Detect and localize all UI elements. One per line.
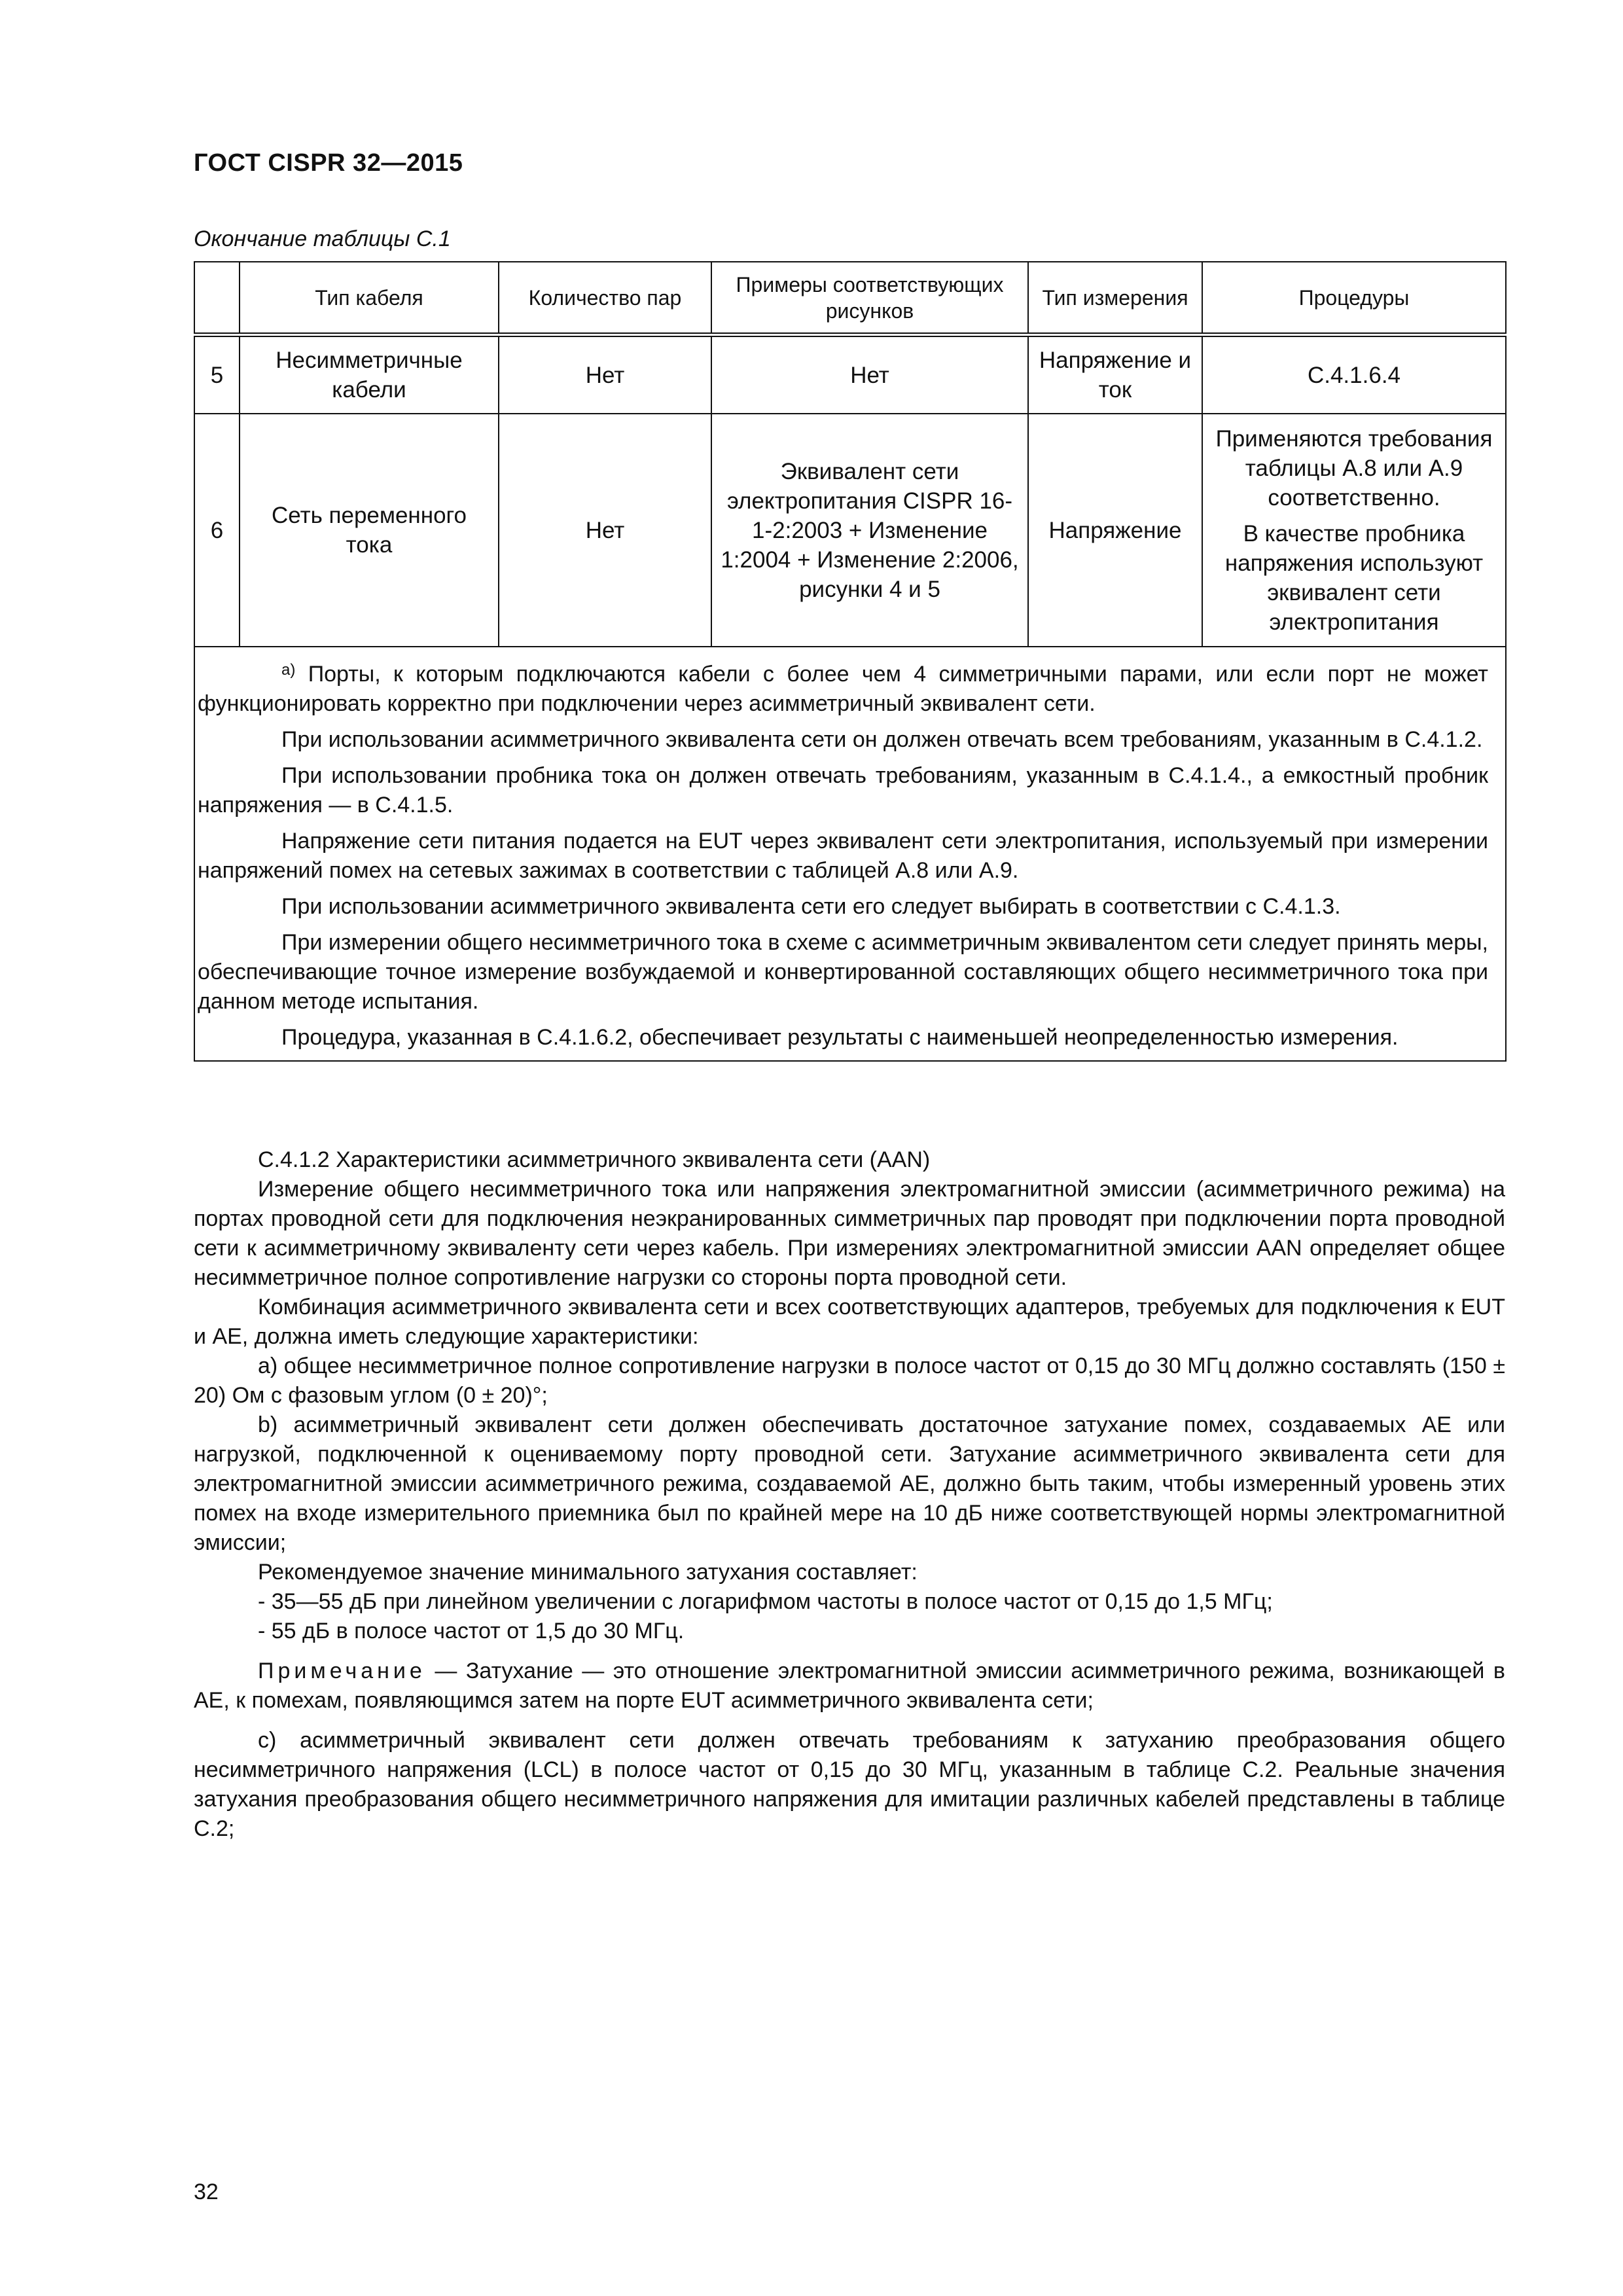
table-row xyxy=(194,414,1506,647)
table-caption: Окончание таблицы С.1 xyxy=(194,226,451,251)
header-cell-procedures: Процедуры xyxy=(1202,262,1506,335)
row-number: 5 xyxy=(194,335,240,414)
paragraph: Рекомендуемое значение минимального затухания составляет: xyxy=(258,1560,918,1585)
table-notes xyxy=(194,647,1506,1061)
cable-type-cell: Несимметричные кабели xyxy=(240,335,499,414)
pair-count-cell: Нет xyxy=(499,414,711,647)
paragraph: Комбинация асимметричного эквивалента сети и всех соответствующих адаптеров, требуемых для подключения к EUT и АЕ, должна иметь следующие характеристики: xyxy=(194,1295,1505,1349)
table-note: Процедура, указанная в С.4.1.6.2, обеспечивает результаты с наименьшей неопределенностью измерения. xyxy=(281,1025,1399,1050)
row-number: 6 xyxy=(194,414,240,647)
list-item-a: a) общее несимметричное полное сопротивление нагрузки в полосе частот от 0,15 до 30 МГц должно составлять (150 ± 20) Ом с фазовым углом (0 ± 20)°; xyxy=(194,1354,1505,1408)
header-cell-measurement-type: Тип измерения xyxy=(1028,262,1202,335)
table-note xyxy=(195,655,1488,719)
table-header-row xyxy=(194,262,1506,335)
examples-cell: Нет xyxy=(711,335,1028,414)
note-paragraph xyxy=(194,1657,1505,1715)
table-notes-row xyxy=(194,647,1506,1061)
table-c1 xyxy=(194,261,1507,1062)
table-note: При использовании асимметричного эквивалента сети он должен отвечать всем требованиям, указанным в С.4.1.2. xyxy=(281,727,1483,752)
footnote-text: Порты, к которым подключаются кабели с более чем 4 симметричными парами, или если порт не может функционировать корректно при подключении через асимметричный эквивалент сети. xyxy=(198,662,1488,716)
cable-type-cell: Сеть переменного тока xyxy=(240,414,499,647)
table-row xyxy=(194,335,1506,414)
pair-count-cell: Нет xyxy=(499,335,711,414)
table-note: Напряжение сети питания подается на EUT через эквивалент сети электропитания, используемый при измерении напряжений помех на сетевых зажимах в соответствии с таблицей А.8 или А.9. xyxy=(198,829,1488,883)
procedure-cell xyxy=(1202,335,1506,414)
examples-cell: Эквивалент сети электропитания CISPR 16-1-2:2003 + Изменение 1:2004 + Изменение 2:2006, рисунки 4 и 5 xyxy=(711,414,1028,647)
list-item-c: c) асимметричный эквивалент сети должен отвечать требованиям к затуханию преобразования общего несимметричного напряжения (LCL) в полосе частот от 0,15 до 30 МГц, указанным в таблице С.2. Реальные значения затухания преобразования общего несимметричного напряжения для имитации различных кабелей представлены в таблице С.2; xyxy=(194,1728,1505,1841)
header-cell-examples: Примеры соответствующих рисунков xyxy=(711,262,1028,335)
procedure-cell xyxy=(1202,414,1506,647)
dash-item: - 35—55 дБ при линейном увеличении с логарифмом частоты в полосе частот от 0,15 до 1,5 МГц; xyxy=(258,1589,1273,1614)
measurement-type-cell: Напряжение xyxy=(1028,414,1202,647)
footnote-marker: a) xyxy=(281,661,296,679)
procedure-text: Применяются требования таблицы А.8 или А.9 соответственно. xyxy=(1215,425,1493,511)
table-note: При использовании асимметричного эквивалента сети его следует выбирать в соответствии с С.4.1.3. xyxy=(281,894,1341,919)
table-note: При использовании пробника тока он должен отвечать требованиям, указанным в С.4.1.4., а емкостный пробник напряжения — в С.4.1.5. xyxy=(198,763,1488,817)
list-item-b: b) асимметричный эквивалент сети должен обеспечивать достаточное затухание помех, создаваемых АЕ или нагрузкой, подключенной к оцениваемому порту проводной сети. Затухание асимметричного эквивалента сети для электромагнитной эмиссии асимметричного режима, создаваемой АЕ, должно быть таким, чтобы измеренный уровень этих помех на входе измерительного приемника был по крайней мере на 10 дБ ниже соответствующей нормы электромагнитной эмиссии; xyxy=(194,1412,1505,1555)
procedure-text: В качестве пробника напряжения используют эквивалент сети электропитания xyxy=(1224,520,1484,635)
note-text: — Затухание — это отношение электромагнитной эмиссии асимметричного режима, возникающей в АЕ, к помехам, появляющимся затем на порте EUT асимметричного эквивалента сети; xyxy=(194,1659,1505,1713)
procedure-text: С.4.1.6.4 xyxy=(1307,362,1401,388)
note-label: Примечание xyxy=(258,1659,426,1683)
document-header: ГОСТ CISPR 32—2015 xyxy=(194,149,463,177)
page-number: 32 xyxy=(194,2179,219,2204)
measurement-type-cell: Напряжение и ток xyxy=(1028,335,1202,414)
header-cell-cable-type: Тип кабеля xyxy=(240,262,499,335)
section-title: С.4.1.2 Характеристики асимметричного эквивалента сети (AAN) xyxy=(258,1147,931,1172)
table-note: При измерении общего несимметричного тока в схеме с асимметричным эквивалентом сети следует принять меры, обеспечивающие точное измерение возбуждаемой и конвертированной составляющих общего несимметричного тока при данном методе испытания. xyxy=(198,930,1488,1014)
body-text xyxy=(194,1145,1505,1844)
header-cell-pair-count: Количество пар xyxy=(499,262,711,335)
dash-item: - 55 дБ в полосе частот от 1,5 до 30 МГц. xyxy=(258,1619,685,1643)
paragraph: Измерение общего несимметричного тока или напряжения электромагнитной эмиссии (асимметричного режима) на портах проводной сети для подключения неэкранированных симметричных пар проводят при подключении порта проводной сети к асимметричному эквиваленту сети через кабель. При измерениях электромагнитной эмиссии AAN определяет общее несимметричное полное сопротивление нагрузки со стороны порта проводной сети. xyxy=(194,1177,1505,1290)
header-cell-number xyxy=(194,262,240,335)
